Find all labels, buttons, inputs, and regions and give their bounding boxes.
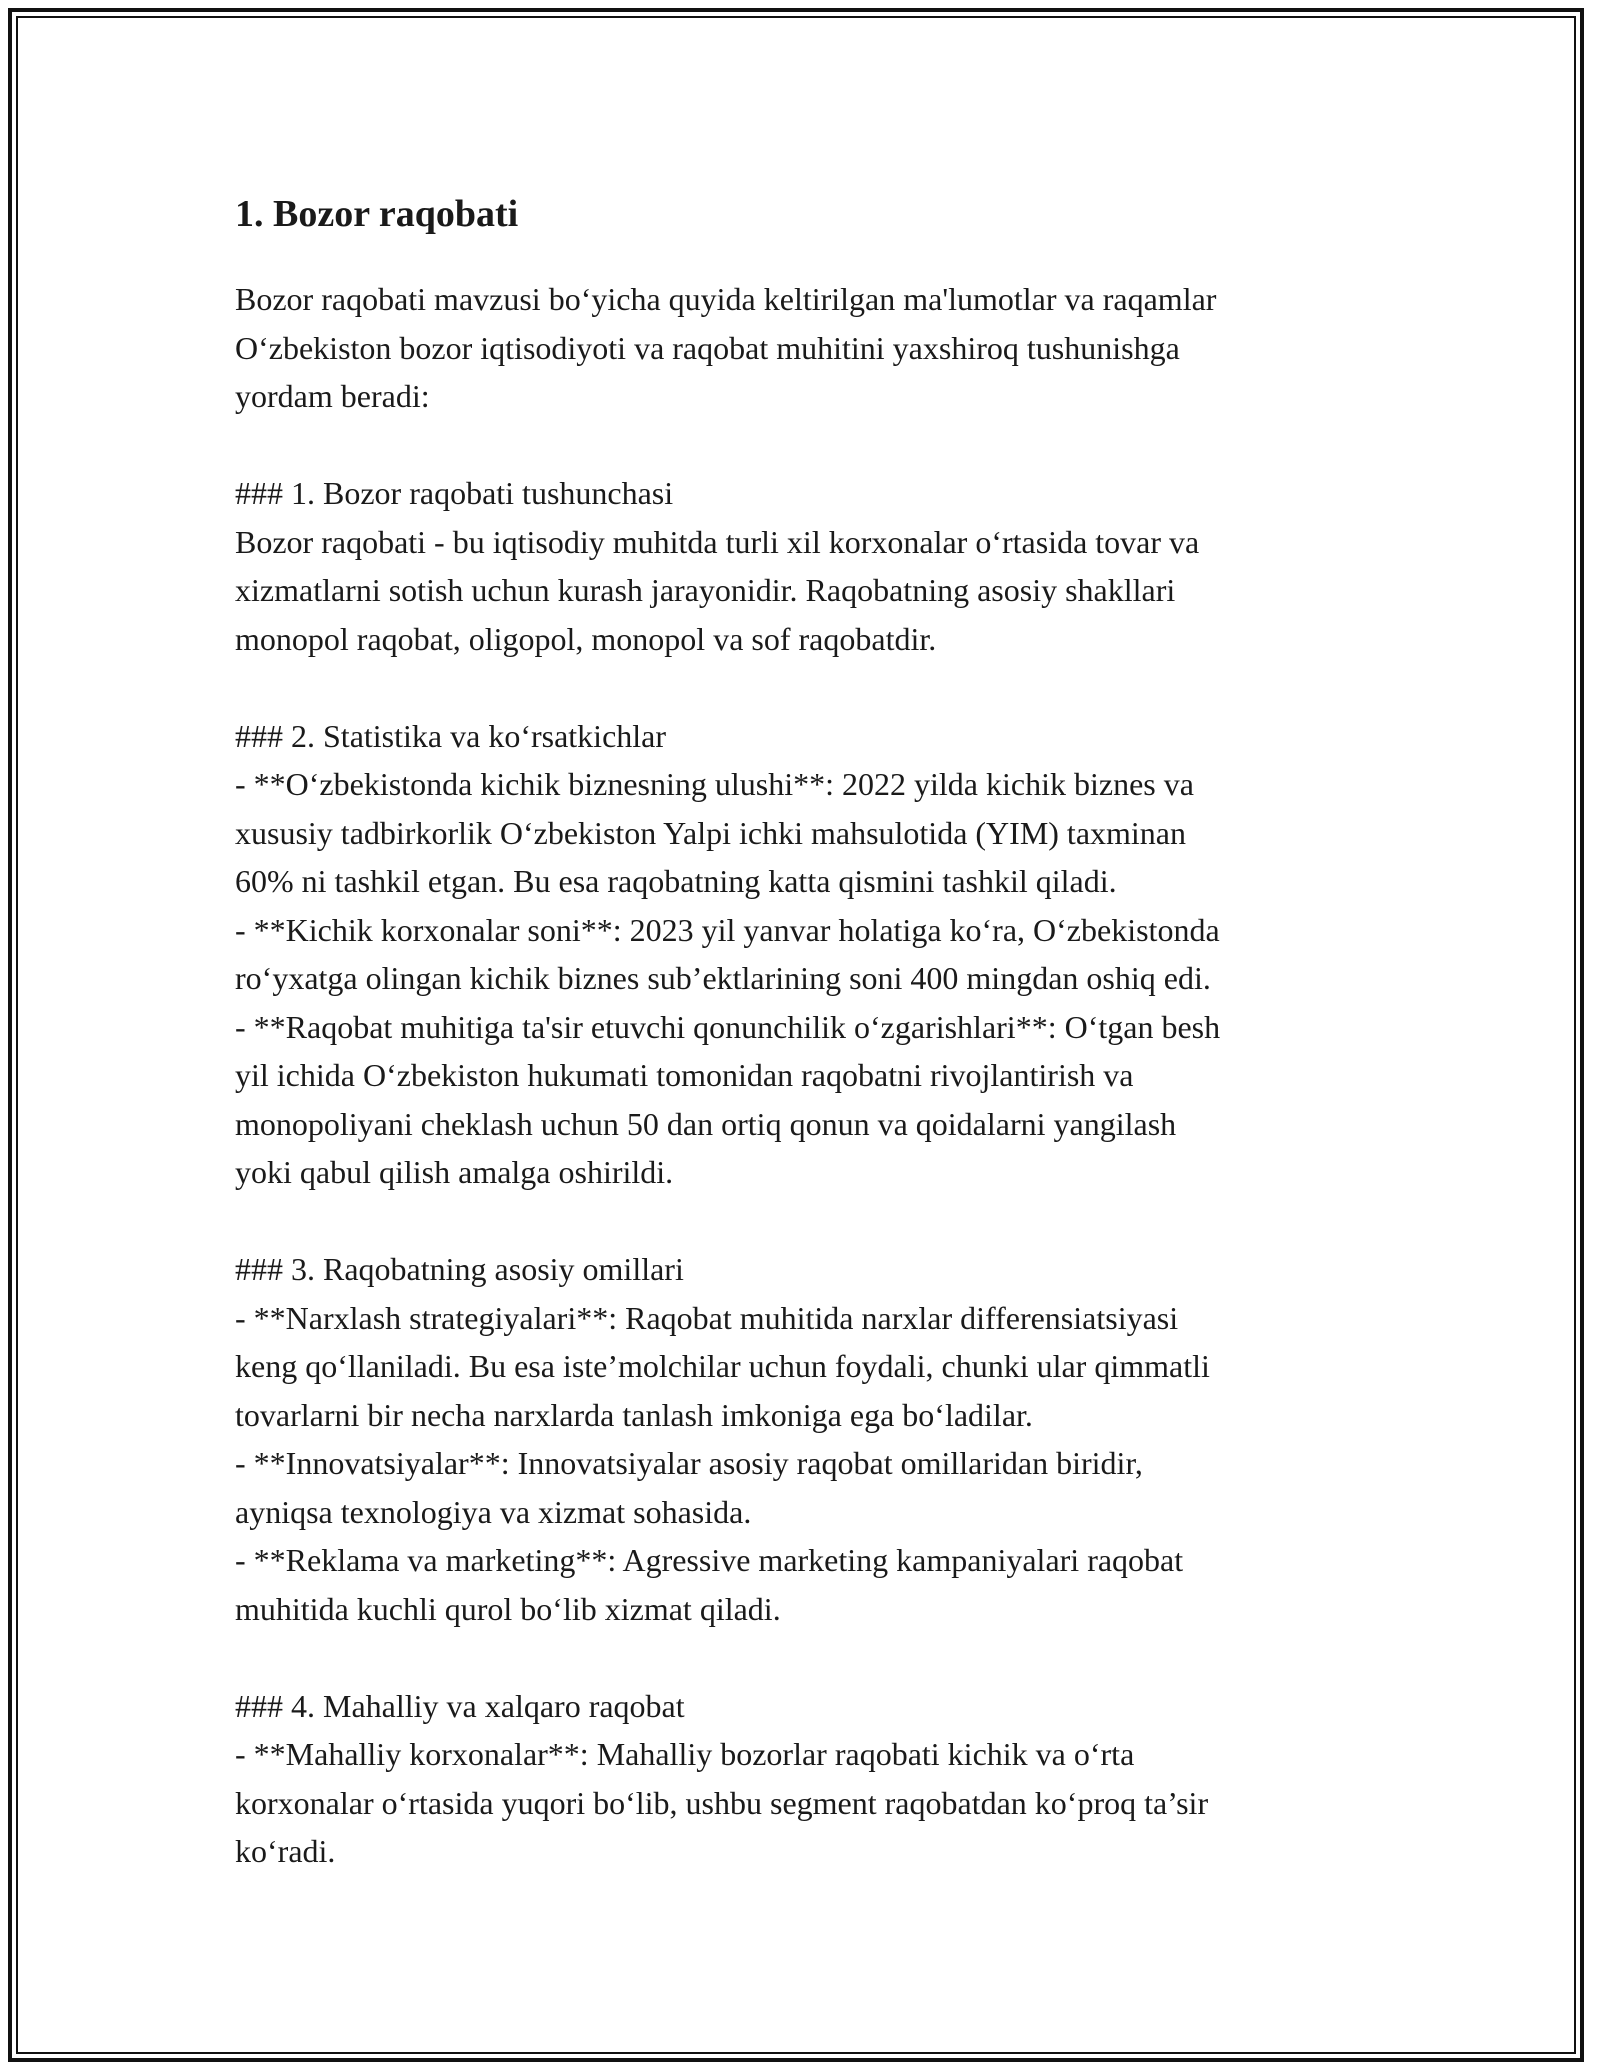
text-line: ### 2. Statistika va ko‘rsatkichlar <box>235 717 667 754</box>
document-title: 1. Bozor raqobati <box>235 193 519 235</box>
text-line: - **Innovatsiyalar**: Innovatsiyalar asosiy raqobat omillaridan biridir, <box>235 1445 1143 1482</box>
text-line: xizmatlarni sotish uchun kurash jarayonidir. Raqobatning asosiy shakllari <box>235 572 1176 609</box>
text-line: - **Raqobat muhitiga ta'sir etuvchi qonunchilik o‘zgarishlari**: O‘tgan besh <box>235 1008 1221 1045</box>
text-line: ### 3. Raqobatning asosiy omillari <box>235 1251 684 1288</box>
text-line: O‘zbekiston bozor iqtisodiyoti va raqobat muhitini yaxshiroq tushunishga <box>235 329 1180 366</box>
text-line: Bozor raqobati - bu iqtisodiy muhitda turli xil korxonalar o‘rtasida tovar va <box>235 523 1200 560</box>
blank-line <box>235 421 1375 470</box>
document-body <box>235 180 1375 1876</box>
text-line: muhitida kuchli qurol bo‘lib xizmat qiladi. <box>235 1590 781 1627</box>
text-line: monopoliyani cheklash uchun 50 dan ortiq qonun va qoidalarni yangilash <box>235 1105 1177 1142</box>
text-line: - **Mahalliy korxonalar**: Mahalliy bozorlar raqobati kichik va o‘rta <box>235 1736 1135 1773</box>
text-line: - **O‘zbekistonda kichik biznesning ulushi**: 2022 yilda kichik biznes va <box>235 766 1194 803</box>
text-line: ko‘radi. <box>235 1833 336 1870</box>
text-line: yoki qabul qilish amalga oshirildi. <box>235 1154 674 1191</box>
text-line: korxonalar o‘rtasida yuqori bo‘lib, ushbu segment raqobatdan ko‘proq ta’sir <box>235 1784 1209 1821</box>
blank-line <box>235 1633 1375 1682</box>
text-line: xususiy tadbirkorlik O‘zbekiston Yalpi ichki mahsulotida (YIM) taxminan <box>235 814 1186 851</box>
text-line: tovarlarni bir necha narxlarda tanlash imkoniga ega bo‘ladilar. <box>235 1396 1033 1433</box>
blank-line <box>235 663 1375 712</box>
text-line: monopol raqobat, oligopol, monopol va sof raqobatdir. <box>235 620 937 657</box>
text-line: - **Kichik korxonalar soni**: 2023 yil yanvar holatiga ko‘ra, O‘zbekistonda <box>235 911 1220 948</box>
text-line: - **Reklama va marketing**: Agressive marketing kampaniyalari raqobat <box>235 1542 1184 1579</box>
text-line: yil ichida O‘zbekiston hukumati tomonidan raqobatni rivojlantirish va <box>235 1057 1134 1094</box>
text-line: 60% ni tashkil etgan. Bu esa raqobatning katta qismini tashkil qiladi. <box>235 863 1117 900</box>
document-text <box>235 275 1375 1876</box>
text-line: Bozor raqobati mavzusi bo‘yicha quyida keltirilgan ma'lumotlar va raqamlar <box>235 281 1217 318</box>
text-line: - **Narxlash strategiyalari**: Raqobat muhitida narxlar differensiatsiyasi <box>235 1299 1179 1336</box>
text-line: ro‘yxatga olingan kichik biznes sub’ektlarining soni 400 mingdan oshiq edi. <box>235 960 1211 997</box>
blank-line <box>235 1197 1375 1246</box>
text-line: ### 1. Bozor raqobati tushunchasi <box>235 475 674 512</box>
text-line: ### 4. Mahalliy va xalqaro raqobat <box>235 1687 685 1724</box>
text-line: yordam beradi: <box>235 378 430 415</box>
text-line: ayniqsa texnologiya va xizmat sohasida. <box>235 1493 752 1530</box>
text-line: keng qo‘llaniladi. Bu esa iste’molchilar uchun foydali, chunki ular qimmatli <box>235 1348 1210 1385</box>
